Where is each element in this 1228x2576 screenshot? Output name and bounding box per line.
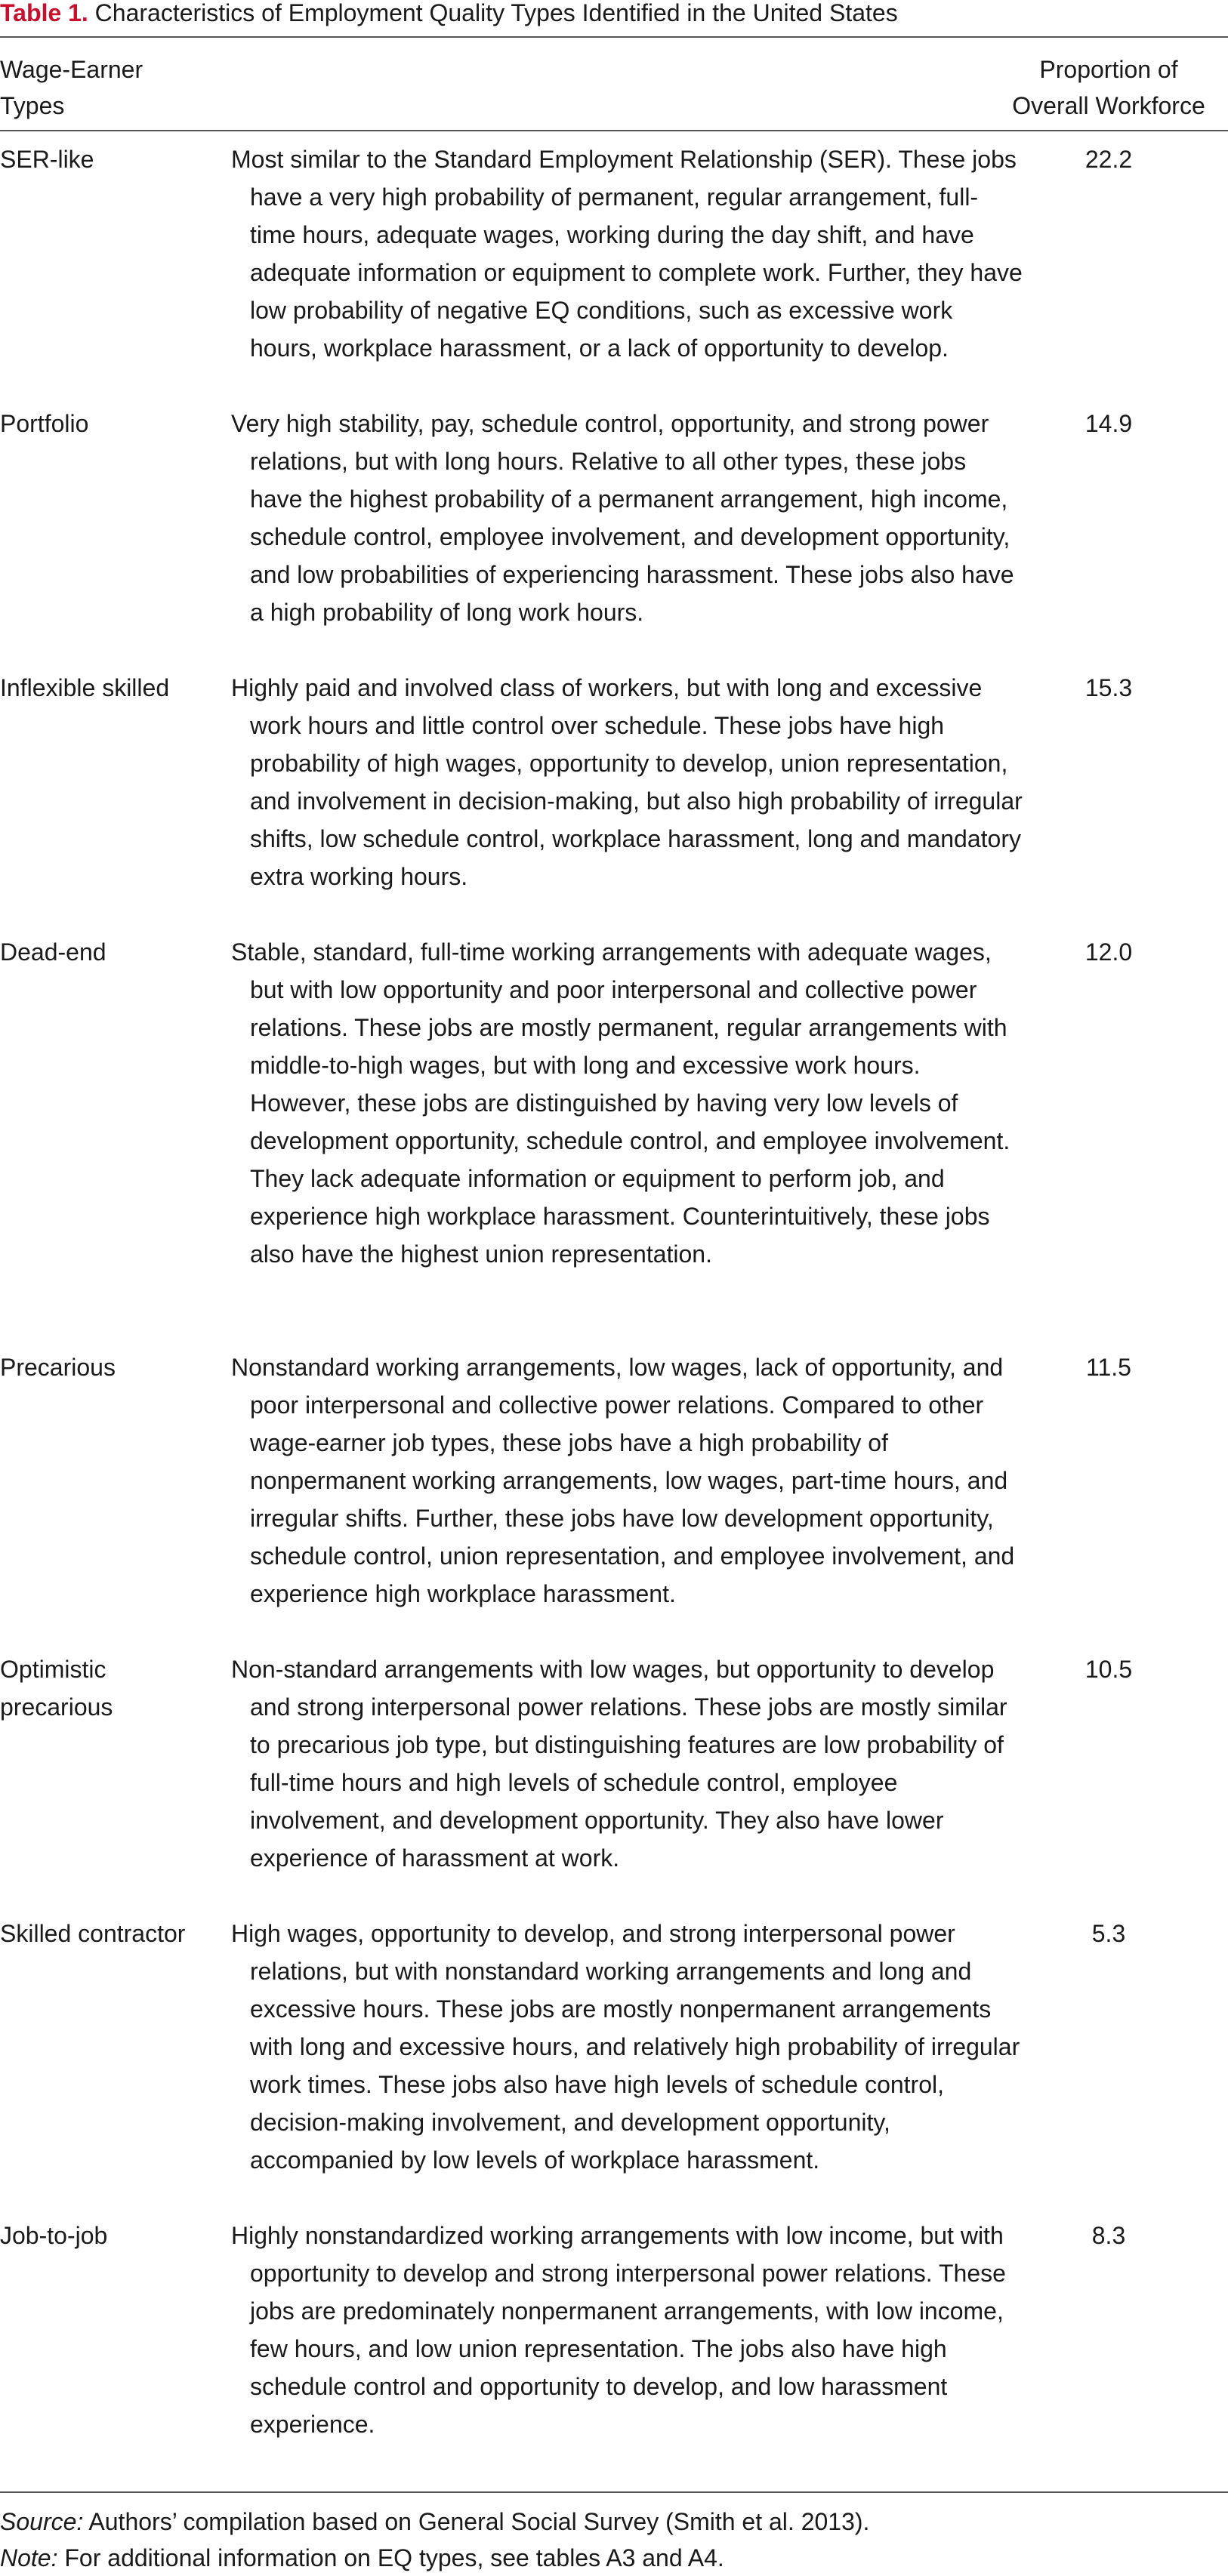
header-prop-line2: Overall Workforce xyxy=(1012,92,1205,119)
row-type xyxy=(0,405,227,442)
row-proportion: 5.3 xyxy=(1091,1920,1126,1947)
row-proportion: 10.5 xyxy=(1085,1656,1133,1683)
row-type-line1: Skilled contractor xyxy=(0,1920,186,1947)
table-note xyxy=(0,2540,1228,2576)
row-proportion: 14.9 xyxy=(1085,410,1133,437)
source-text: Authors’ compilation based on General Social Survey (Smith et al. 2013). xyxy=(83,2508,870,2535)
row-description: Very high stability, pay, schedule control, opportunity, and strong power relations, but with long hours. Relative to all other types, these jobs have the highest probability of a permanent arrangement, high income, schedule control, employee involvement, and development opportunity, and low probabilities of experiencing harassment. These jobs also have a high probability of long work hours. xyxy=(231,410,1014,626)
row-proportion: 15.3 xyxy=(1085,674,1133,701)
row-description: Stable, standard, full-time working arrangements with adequate wages, but with low opportunity and poor interpersonal and collective power relations. These jobs are mostly permanent, regular arrangements with middle-to-high wages, but with long and excessive work hours. However, these jobs are distinguished by having very low levels of development opportunity, schedule control, and employee involvement. They lack adequate information or equipment to perform job, and experience high workplace harassment. Counterintuitively, these jobs also have the highest union representation. xyxy=(231,938,1010,1268)
table-label: Table 1. xyxy=(0,0,88,26)
row-type-line1: Portfolio xyxy=(0,410,89,437)
header-proportion xyxy=(989,51,1228,124)
row-type xyxy=(0,1348,227,1386)
row-proportion: 12.0 xyxy=(1085,938,1133,966)
row-type xyxy=(0,1915,227,1952)
row-type-line1: Inflexible skilled xyxy=(0,674,170,701)
row-type-line1: SER-like xyxy=(0,146,94,173)
table-title: Characteristics of Employment Quality Types Identified in the United States xyxy=(94,0,898,26)
row-description: Most similar to the Standard Employment Relationship (SER). These jobs have a very high probability of permanent, regular arrangement, full-time hours, adequate wages, working during the day shift, and have adequate information or equipment to complete work. Further, they have low probability of negative EQ conditions, such as excessive work hours, workplace harassment, or a lack of opportunity to develop. xyxy=(231,146,1023,362)
header-wage-earner-types xyxy=(0,51,227,124)
row-type-line1: Job-to-job xyxy=(0,2222,108,2249)
row-description: Nonstandard working arrangements, low wages, lack of opportunity, and poor interpersonal and collective power relations. Compared to other wage-earner job types, these jobs have a high probability of nonpermanent working arrangements, low wages, part-time hours, and irregular shifts. Further, these jobs have low development opportunity, schedule control, union representation, and employee involvement, and experience high workplace harassment. xyxy=(231,1354,1015,1607)
row-type-line1: Dead-end xyxy=(0,938,106,966)
row-type xyxy=(0,933,227,971)
bottom-rule xyxy=(0,2491,1228,2493)
source-note xyxy=(0,2504,1228,2540)
table-caption xyxy=(0,0,1228,26)
row-description: Non-standard arrangements with low wages, but opportunity to develop and strong interpersonal power relations. These jobs are mostly similar to precarious job type, but distinguishing features are low probability of full-time hours and high levels of schedule control, employee involvement, and development opportunity. They also have lower experience of harassment at work. xyxy=(231,1656,1007,1872)
header-type-line1: Wage-Earner xyxy=(0,56,143,83)
row-type-line2: precarious xyxy=(0,1693,113,1721)
row-proportion: 8.3 xyxy=(1091,2222,1126,2249)
row-type-line1: Optimistic xyxy=(0,1656,106,1683)
row-description: High wages, opportunity to develop, and strong interpersonal power relations, but with nonstandard working arrangements and long and excessive hours. These jobs are mostly nonpermanent arrangements with long and excessive hours, and relatively high probability of irregular work times. These jobs also have high levels of schedule control, decision-making involvement, and development opportunity, accompanied by low levels of workplace harassment. xyxy=(231,1920,1020,2174)
note-text: For additional information on EQ types, see tables A3 and A4. xyxy=(57,2544,724,2571)
row-type-line1: Precarious xyxy=(0,1354,116,1381)
header-rule xyxy=(0,130,1228,131)
row-type xyxy=(0,140,227,178)
row-type xyxy=(0,1650,227,1726)
row-description: Highly paid and involved class of workers, but with long and excessive work hours and little control over schedule. These jobs have high probability of high wages, opportunity to develop, union representation, and involvement in decision-making, but also high probability of irregular shifts, low schedule control, workplace harassment, long and mandatory extra working hours. xyxy=(231,674,1023,890)
row-proportion: 11.5 xyxy=(1086,1354,1131,1381)
note-label: Note: xyxy=(0,2544,58,2571)
source-label: Source: xyxy=(0,2508,84,2535)
row-proportion: 22.2 xyxy=(1085,146,1133,173)
top-rule xyxy=(0,36,1228,38)
row-type xyxy=(0,2217,227,2254)
header-prop-line1: Proportion of xyxy=(1039,56,1178,83)
row-type xyxy=(0,669,227,707)
row-description: Highly nonstandardized working arrangements with low income, but with opportunity to develop and strong interpersonal power relations. These jobs are predominately nonpermanent arrangements, with low income, few hours, and low union representation. The jobs also have high schedule control and opportunity to develop, and low harassment experience. xyxy=(231,2222,1006,2438)
header-type-line2: Types xyxy=(0,92,65,119)
